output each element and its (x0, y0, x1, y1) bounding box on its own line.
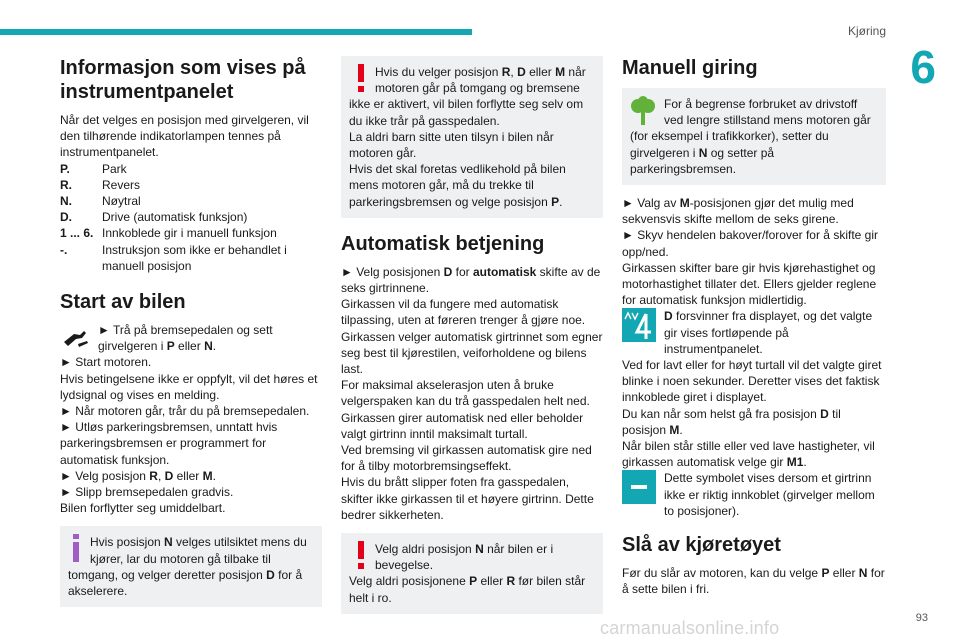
start-line: ► Utløs parkeringsbremsen, unntatt hvis parkeringsbremsen er programmert for automatisk funksjon. (60, 420, 278, 467)
info-icon (70, 534, 82, 562)
definition-row: N. Nøytral (60, 194, 141, 209)
info-box: Hvis posisjon N velges utilsiktet mens du kjører, lar du motoren gå tilbake til tomgang, og velger deretter posisjon D for å akselerere. (60, 526, 322, 607)
start-line: ► Start motoren. (60, 355, 152, 370)
automatic-line: Ved bremsing vil girkassen automatisk gire ned for å tilby motorbremsingseffekt. (341, 443, 592, 474)
foot-on-pedal-icon (60, 322, 90, 352)
warning-box-2: Velg aldri posisjon N når bilen er i bevegelse. Velg aldri posisjonene P eller R før bilen står helt i ro. (341, 533, 603, 614)
definition-row: D. Drive (automatisk funksjon) (60, 210, 248, 225)
manual-line-1: ► Valg av M-posisjonen gjør det mulig med sekvensvis skifte mellom de seks girene. (622, 196, 854, 227)
gear-definition-list (60, 161, 322, 274)
start-line: ► Slipp bremsepedalen gradvis. (60, 485, 234, 500)
automatic-heading: Automatisk betjening (341, 232, 545, 255)
manual-heading: Manuell giring (622, 57, 758, 79)
display-info-intro: Når det velges en posisjon med girvelgeren, vil den tilhørende indikatorlampen tennes på instrumentpanelet. (60, 113, 309, 160)
start-line: Bilen forflytter seg umiddelbart. (60, 501, 226, 516)
start-line: ► Når motoren går, trår du på bremsepedalen. (60, 404, 310, 419)
manual-line: Ved for lavt eller for høyt turtall vil det valgte giret blinke i noen sekunder. Deretter vises det faktisk innkoblede giret i displayet. (622, 358, 882, 405)
automatic-line-1: ► Velg posisjonen D for automatisk skifte av de seks girtrinnene. (341, 264, 601, 296)
automatic-line: Hvis du brått slipper foten fra gasspedalen, skifter ikke girkassen til et høyere girtrinn. Dette bedrer sikkerheten. (341, 475, 594, 522)
manual-line: Girkassen skifter bare gir hvis kjørehastighet og motorhastighet tillater det. Ellers gjelder reglene for automatisk funksjon midlertidig. (622, 260, 877, 308)
manual-line-4: Når bilen står stille eller ved lave hastigheter, vil girkassen automatisk velge gir M1. (622, 439, 875, 470)
automatic-line: For maksimal akselerasjon uten å bruke velgerspaken kan du trå gasspedalen helt ned. Girkassen girer automatisk ned eller beholder valgt girtrinn inntil maksimalt turtall. (341, 378, 590, 441)
eco-box: For å begrense forbruket av drivstoff ved lengre stillstand mens motoren går (for eksempel i trafikkorker), setter du girvelgeren i N og setter på parkeringsbremsen. (622, 88, 886, 185)
turn-off-line: Før du slår av motoren, kan du velge P eller N for å sette bilen i fri. (622, 566, 885, 597)
watermark: carmanualsonline.info (600, 618, 780, 638)
start-select-line: ► Velg posisjon R, D eller M. (60, 468, 216, 483)
page-number: 93 (915, 612, 928, 624)
display-info-heading: Informasjon som vises på instrumentpanelet (60, 57, 306, 103)
column-2 (341, 56, 603, 614)
column-1 (60, 56, 322, 607)
manual-line-3: Du kan når som helst gå fra posisjon D til posisjon M. (622, 406, 841, 437)
eco-tree-icon (630, 96, 656, 126)
start-heading: Start av bilen (60, 291, 186, 314)
start-step-1: ► Trå på bremsepedalen og sett girvelgeren i P eller N. (60, 322, 322, 354)
column-3 (622, 56, 886, 597)
gear-dash-line: Dette symbolet vises dersom et girtrinn ikke er riktig innkoblet (girvelger mellom to posisjoner). (622, 470, 886, 519)
warning-icon (355, 541, 367, 569)
start-line: Hvis betingelsene ikke er oppfylt, vil det høres et lydsignal og vises en melding. (60, 371, 318, 402)
definition-row: -. Instruksjon som ikke er behandlet i manuell posisjon (60, 242, 287, 273)
automatic-line: Girkassen velger automatisk girtrinnet som egner seg best til kjørestilen, veiforholdene og bilens last. (341, 329, 603, 377)
warning-icon (355, 64, 367, 92)
top-accent-bar (0, 29, 472, 35)
manual-line: ► Skyv hendelen bakover/forover for å skifte gir opp/ned. (622, 228, 878, 259)
turn-off-heading: Slå av kjøretøyet (622, 534, 781, 557)
definition-row: 1 ... 6. Innkoblede gir i manuell funksjon (60, 226, 277, 241)
warning-box-1: Hvis du velger posisjon R, D eller M når motoren går på tomgang og bremsene ikke er aktivert, vil bilen forflytte seg selv om du ikke trår på gasspedalen. La aldri barn sitte uten tilsyn i bilen når motoren går. Hvis det skal foretas vedlikehold på bilen mens motoren går, må du trekke til parkeringsbremsen og velge posisjon P. (341, 56, 603, 218)
gear-dash-icon (622, 470, 656, 504)
definition-row: R. Revers (60, 177, 141, 192)
definition-row: P. Park (60, 161, 127, 176)
gear-4-display-icon (622, 308, 656, 342)
gear-4-line: D forsvinner fra displayet, og det valgte gir vises fortløpende på instrumentpanelet. (622, 308, 886, 357)
chapter-number: 6 (910, 41, 936, 93)
automatic-line: Girkassen vil da fungere med automatisk tilpassing, uten at føreren trenger å gjøre noe. (341, 297, 586, 328)
section-header: Kjøring (847, 24, 886, 38)
